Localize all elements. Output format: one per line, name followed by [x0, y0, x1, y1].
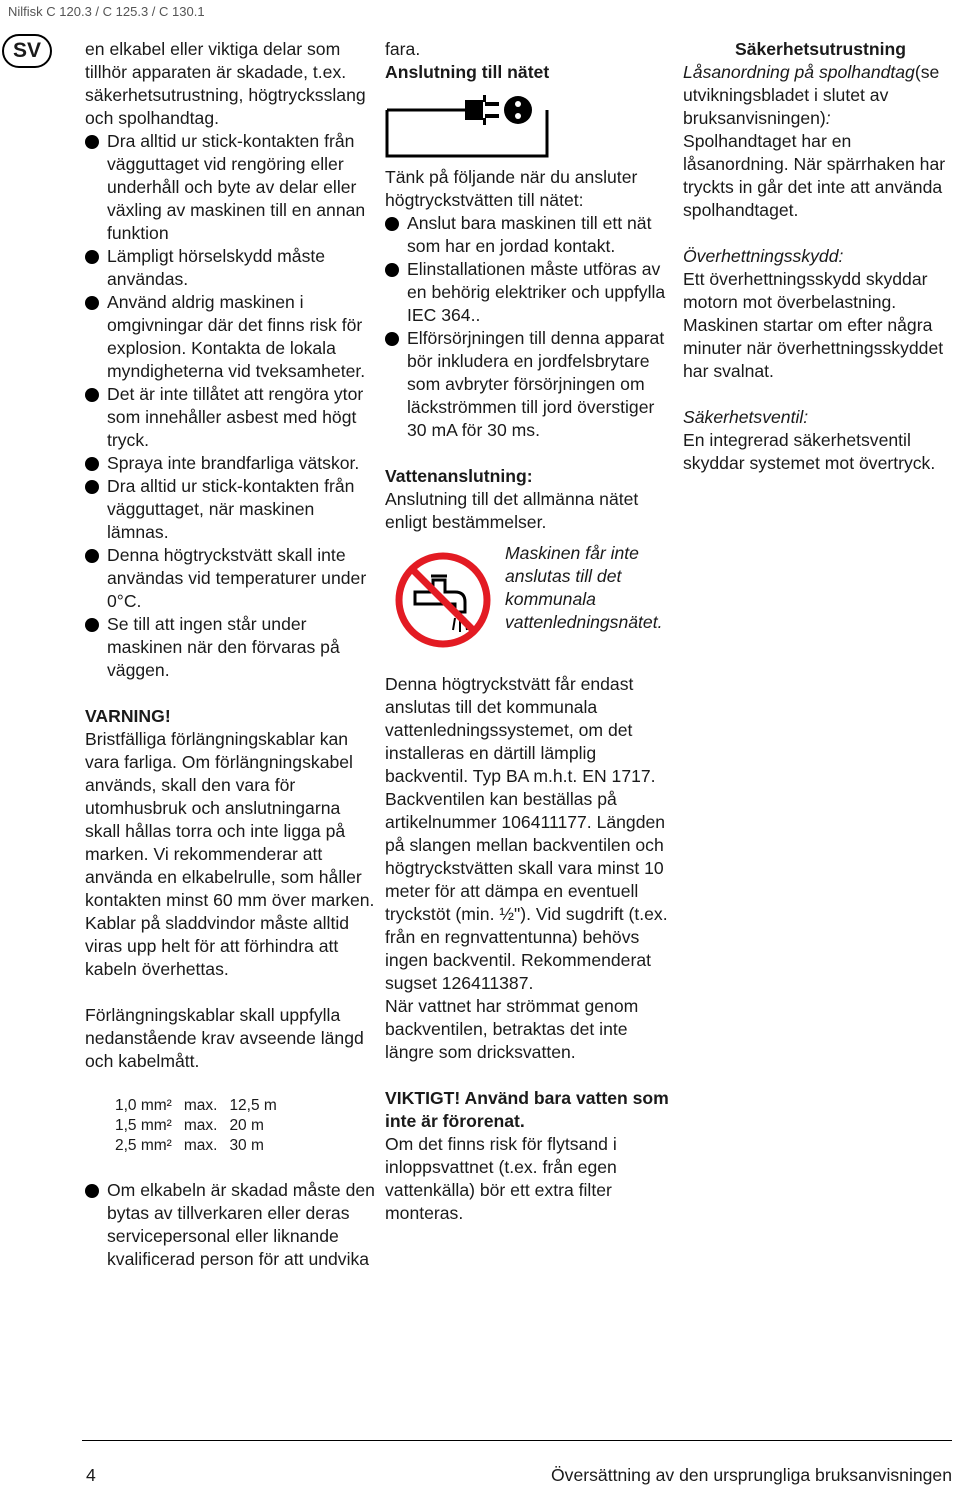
list-item: Det är inte tillåtet att rengöra ytor som innehåller asbest med högt tryck.: [85, 383, 375, 452]
lock-heading: Låsanordning på spolhandtag(se utvikningsbladet i slutet av bruksanvisningen):: [683, 62, 940, 128]
footer-text: Översättning av den ursprungliga bruksanvisningen: [551, 1465, 952, 1485]
list-item: Elinstallationen måste utföras av en behörig elektriker och uppfylla IEC 364..: [385, 258, 675, 327]
list-item: Anslut bara maskinen till ett nät som har en jordad kontakt.: [385, 212, 675, 258]
water-title: Vattenanslutning:: [385, 466, 533, 486]
bullet-icon: [85, 480, 99, 494]
bullet-icon: [85, 1184, 99, 1198]
list-item: Elförsörjningen till denna apparat bör inkludera en jordfelsbrytare som avbryter försörjningen om läckströmmen till jord överstiger 30 mA för 30 ms.: [385, 327, 675, 442]
bullet-icon: [85, 549, 99, 563]
warning-text: Bristfälliga förlängningskablar kan vara farliga. Om förlängningskabel används, skall den vara för utomhusbruk och anslutningarna skall hållas torra och inte ligga på marken. Vi rekommenderar att använda en elkabelrulle, som håller kontakten minst 60 mm över marken. Kablar på sladdvindor måste alltid viras upp helt för att förhindra att kabeln överhettas.: [85, 729, 375, 979]
list-item: Lämpligt hörselskydd måste användas.: [85, 245, 375, 291]
list-item: Se till att ingen står under maskinen när den förvaras på väggen.: [85, 613, 375, 682]
intro-text: en elkabel eller viktiga delar som tillhör apparaten är skadade, t.ex. säkerhetsutrustning, högtrycksslang och spolhandtag.: [85, 39, 366, 128]
bullet-icon: [385, 332, 399, 346]
overheat-title: Överhettningsskydd:: [683, 246, 844, 266]
footer-divider: [82, 1440, 952, 1441]
water-body-2: När vattnet har strömmat genom backventilen, betraktas det inte längre som dricksvatten.: [385, 996, 639, 1062]
bullet-icon: [85, 388, 99, 402]
language-tab: SV: [2, 34, 52, 68]
warning-title: VARNING!: [85, 706, 171, 726]
no-tap-icon: [393, 550, 493, 650]
no-water-caption: Maskinen får inte anslutas till det kommunala vattenledningsnätet.: [505, 543, 663, 632]
extension-text: Förlängningskablar skall uppfylla nedanstående krav avseende längd och kabelmått.: [85, 1005, 364, 1071]
bullet-icon: [85, 250, 99, 264]
bullet-icon: [385, 217, 399, 231]
bullet-icon: [85, 618, 99, 632]
table-row: 1,0 mm² max. 12,5 m: [115, 1097, 277, 1114]
bullet-icon: [85, 457, 99, 471]
list-item: Dra alltid ur stick-kontakten från vägguttaget vid rengöring eller underhåll och byte av delar eller växling av maskinen till en annan funktion: [85, 130, 375, 245]
water-text: Anslutning till det allmänna nätet enligt bestämmelser.: [385, 489, 639, 532]
plug-icon: [385, 90, 555, 162]
continued-text: fara.: [385, 39, 421, 59]
bullet-icon: [85, 135, 99, 149]
important-text: Om det finns risk för flytsand i inloppsvattnet (t.ex. från egen vattenkälla) bör ett extra filter monteras.: [385, 1134, 617, 1223]
column-1: [85, 38, 375, 1271]
important-title: VIKTIGT! Använd bara vatten som inte är förorenat.: [385, 1088, 669, 1131]
list-item: Dra alltid ur stick-kontakten från vägguttaget, när maskinen lämnas.: [85, 475, 375, 544]
table-row: 1,5 mm² max. 20 m: [115, 1117, 264, 1134]
column-3: [683, 38, 958, 475]
running-header: Nilfisk C 120.3 / C 125.3 / C 130.1: [8, 4, 205, 19]
overheat-text: Ett överhettningsskydd skyddar motorn mot överbelastning. Maskinen startar om efter några minuter när överhettningsskyddet har svalnat.: [683, 269, 944, 381]
cable-table: [115, 1096, 289, 1156]
list-item: Spraya inte brandfarliga vätskor.: [85, 452, 375, 475]
table-row: 2,5 mm² max. 30 m: [115, 1137, 264, 1154]
no-water-notice: [385, 542, 675, 650]
list-item: Använd aldrig maskinen i omgivningar där det finns risk för explosion. Kontakta de lokala myndigheterna vid tveksamheter.: [85, 291, 375, 383]
water-body: Denna högtryckstvätt får endast anslutas till det kommunala vattenledningssystemet, om det installeras en därtill lämplig backventil. Typ BA m.h.t. EN 1717. Backventilen kan beställas på artikelnummer 106411177. Längden på slangen mellan backventilen och högtryckstvätten skall vara minst 10 meter för att dämpa en eventuell tryckstöt (min. ½"). Vid sugdrift (t.ex. från en regnvattentunna) behövs ingen backventil. Rekommenderat sugset 126411387.: [385, 674, 668, 993]
lock-text: Spolhandtaget har en låsanordning. När spärrhaken har tryckts in går det inte att använda spolhandtaget.: [683, 131, 946, 220]
valve-title: Säkerhetsventil:: [683, 407, 809, 427]
page-number: 4: [86, 1465, 96, 1485]
connection-intro: Tänk på följande när du ansluter högtryckstvätten till nätet:: [385, 167, 638, 210]
valve-text: En integrerad säkerhetsventil skyddar systemet mot övertryck.: [683, 430, 936, 473]
list-item: Om elkabeln är skadad måste den bytas av tillverkaren eller deras servicepersonal eller liknande kvalificerad person för att undvika: [85, 1179, 375, 1271]
bullet-icon: [385, 263, 399, 277]
connection-title: Anslutning till nätet: [385, 62, 550, 82]
list-item: Denna högtryckstvätt skall inte användas vid temperaturer under 0°C.: [85, 544, 375, 613]
safety-title: Säkerhetsutrustning: [734, 39, 907, 59]
column-2: [385, 38, 675, 1225]
bullet-icon: [85, 296, 99, 310]
